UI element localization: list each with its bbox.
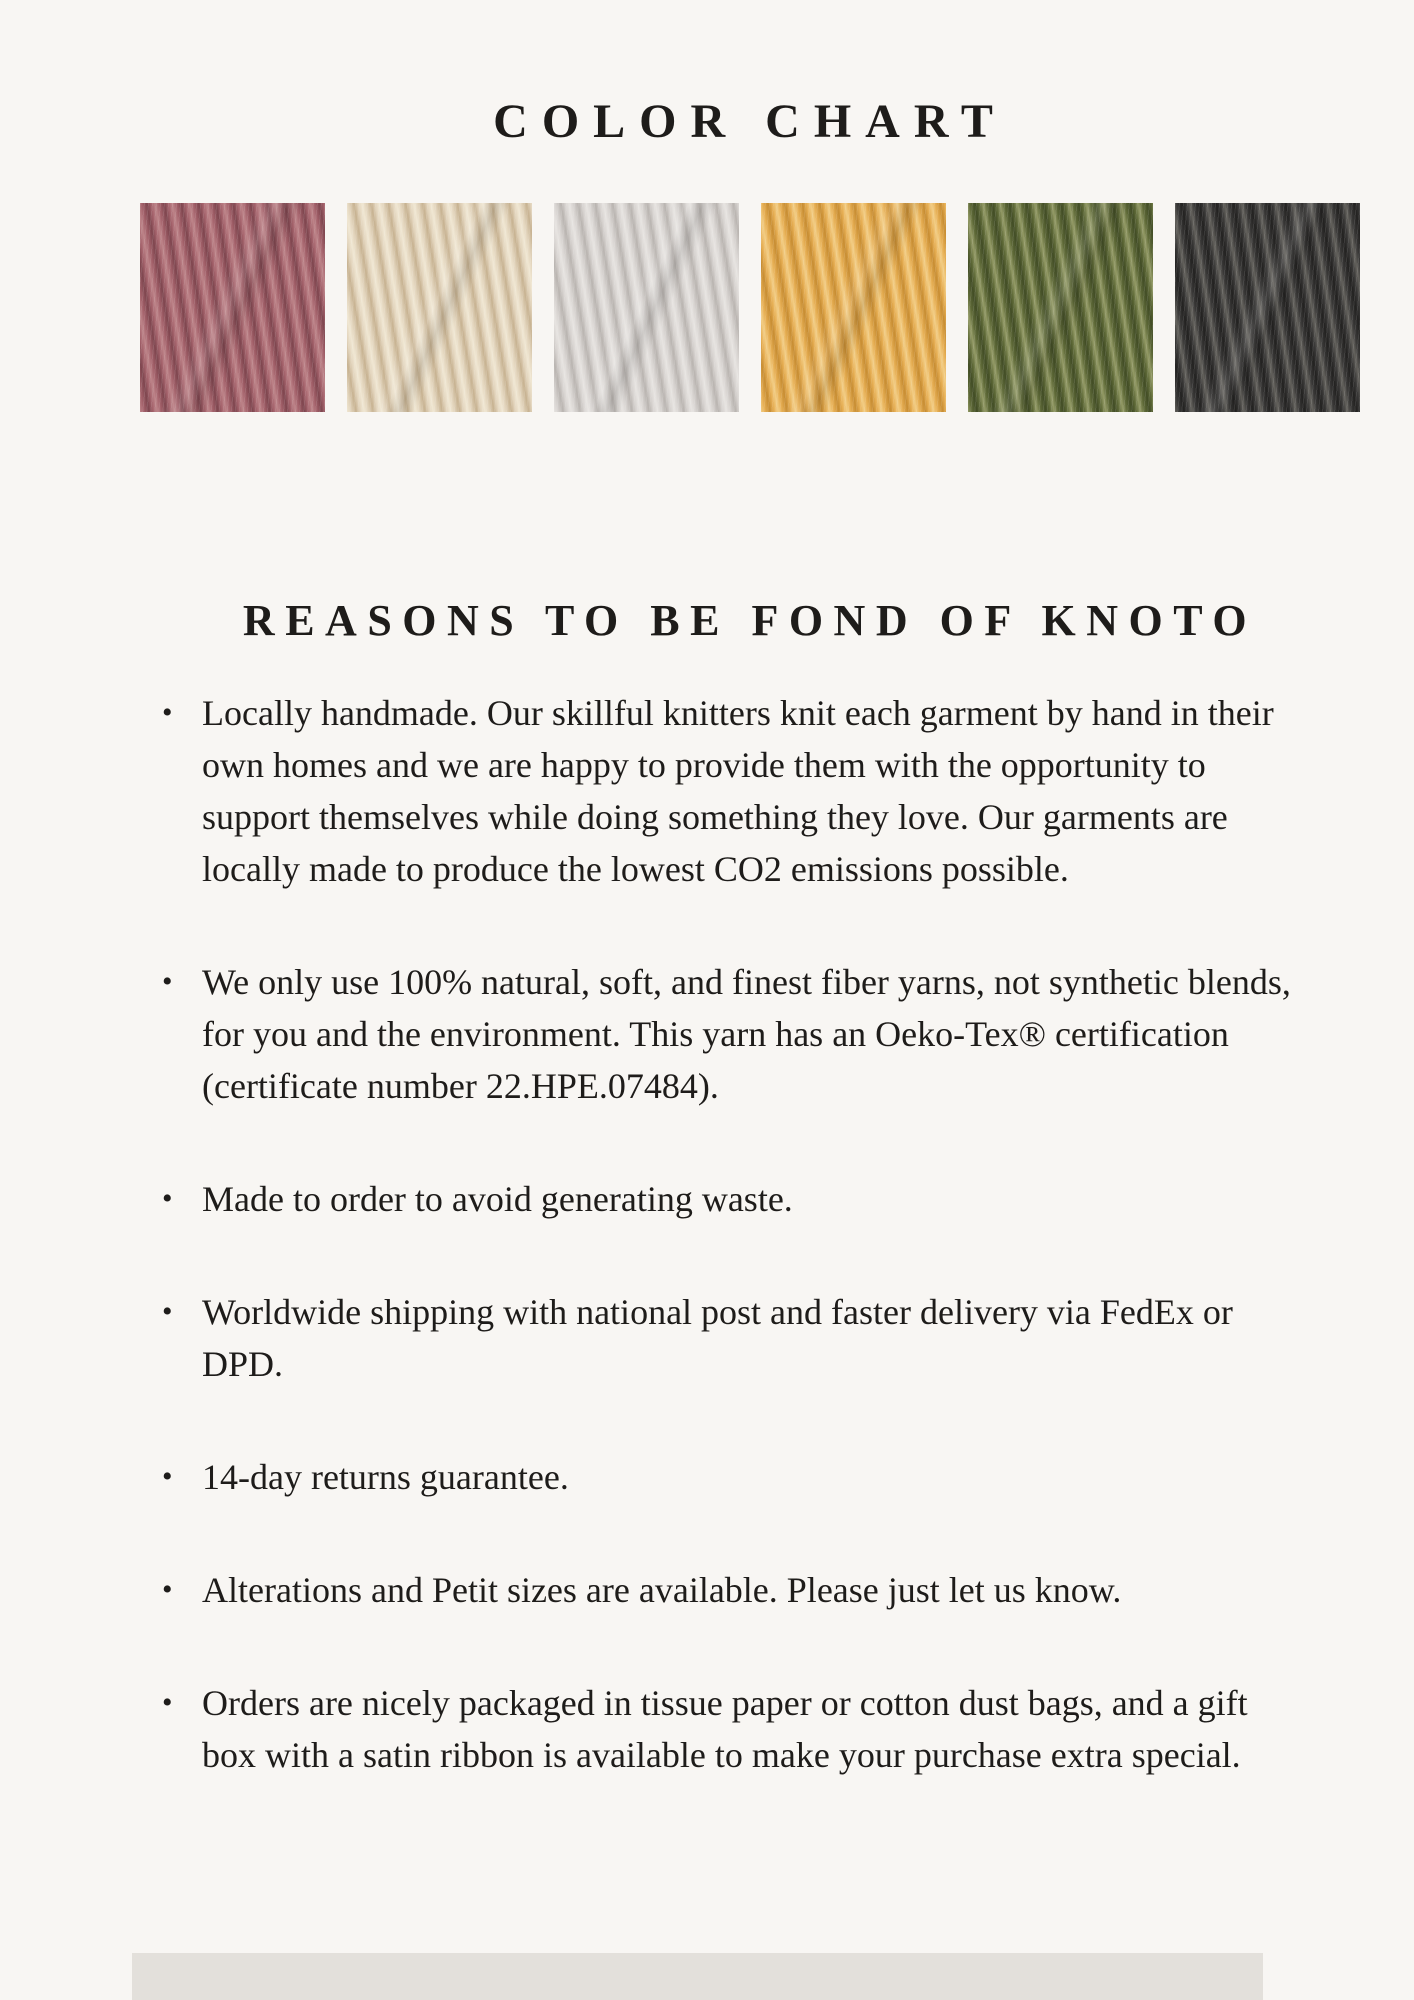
beige-yarn-swatch-image — [347, 203, 532, 412]
gray-yarn-swatch-image — [554, 203, 739, 412]
list-item: • Worldwide shipping with national post and faster delivery via FedEx or DPD. — [160, 1286, 1307, 1390]
green-yarn-swatch-image — [968, 203, 1153, 412]
list-item: • Alterations and Petit sizes are available. Please just let us know. — [160, 1564, 1307, 1616]
list-item: • We only use 100% natural, soft, and finest fiber yarns, not synthetic blends, for you and the environment. This yarn has an Oeko-Tex® certification (certificate number 22.HPE.07484). — [160, 956, 1307, 1112]
charcoal-yarn-swatch-image — [1175, 203, 1360, 412]
list-item: • Made to order to avoid generating waste. — [160, 1173, 1307, 1225]
footer-section-divider — [132, 1953, 1263, 2000]
page-title: COLOR CHART — [493, 95, 1007, 149]
list-item: • Locally handmade. Our skillful knitters knit each garment by hand in their own homes and we are happy to provide them with the opportunity to support themselves while doing something they love. Our garments are locally made to produce the lowest CO2 emissions possible. — [160, 687, 1307, 895]
mustard-yarn-swatch-image — [761, 203, 946, 412]
section-heading: REASONS TO BE FOND OF KNOTO — [242, 595, 1258, 645]
reasons-list — [160, 687, 1307, 1781]
list-item: • Orders are nicely packaged in tissue paper or cotton dust bags, and a gift box with a satin ribbon is available to make your purchase extra special. — [160, 1677, 1307, 1781]
rose-yarn-swatch-image — [140, 203, 325, 412]
list-item: • 14-day returns guarantee. — [160, 1451, 1307, 1503]
color-chart-swatch-row — [140, 203, 1360, 412]
